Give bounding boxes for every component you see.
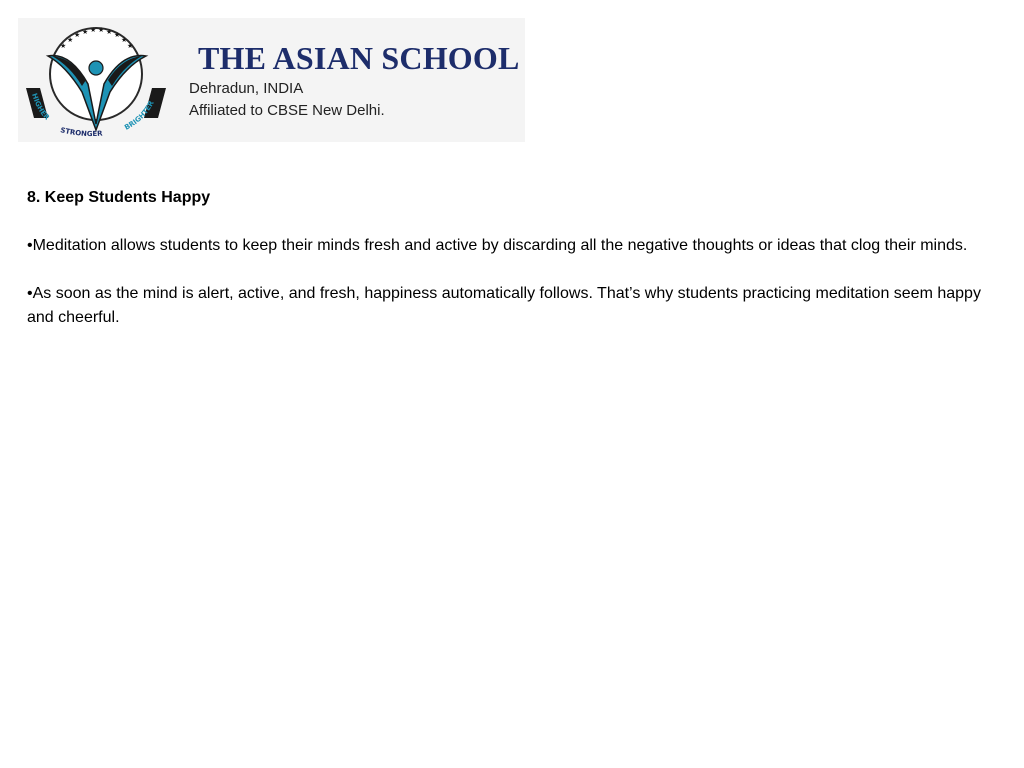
slide-heading: 8. Keep Students Happy <box>27 189 211 206</box>
bullet-point: •As soon as the mind is alert, active, and fresh, happiness automatically follows. That’s why students practicing meditation seem happy and cheerful. <box>27 285 981 326</box>
school-affiliation: Affiliated to CBSE New Delhi. <box>189 102 385 119</box>
svg-text:★: ★ <box>127 42 134 50</box>
svg-text:★: ★ <box>106 28 113 36</box>
svg-text:★: ★ <box>60 42 67 50</box>
svg-text:★: ★ <box>74 31 81 39</box>
motto-bottom-text: STRONGER <box>59 126 103 138</box>
svg-text:★: ★ <box>98 26 105 34</box>
svg-text:★: ★ <box>114 31 121 39</box>
svg-text:★: ★ <box>67 36 74 44</box>
school-emblem-icon <box>22 22 182 138</box>
school-name: THE ASIAN SCHOOL <box>198 40 520 76</box>
bullet-point: •Meditation allows students to keep their minds fresh and active by discarding all the negative thoughts or ideas that clog their minds. <box>27 237 968 254</box>
slide-content <box>27 186 987 354</box>
motto-right-text: BRIGHTER <box>123 99 156 132</box>
svg-text:★: ★ <box>121 36 128 44</box>
svg-text:★: ★ <box>90 26 97 34</box>
svg-text:★: ★ <box>82 28 89 36</box>
motto-left-text: HIGHER <box>30 92 51 122</box>
school-logo-banner <box>18 18 525 142</box>
school-location: Dehradun, INDIA <box>189 80 304 97</box>
